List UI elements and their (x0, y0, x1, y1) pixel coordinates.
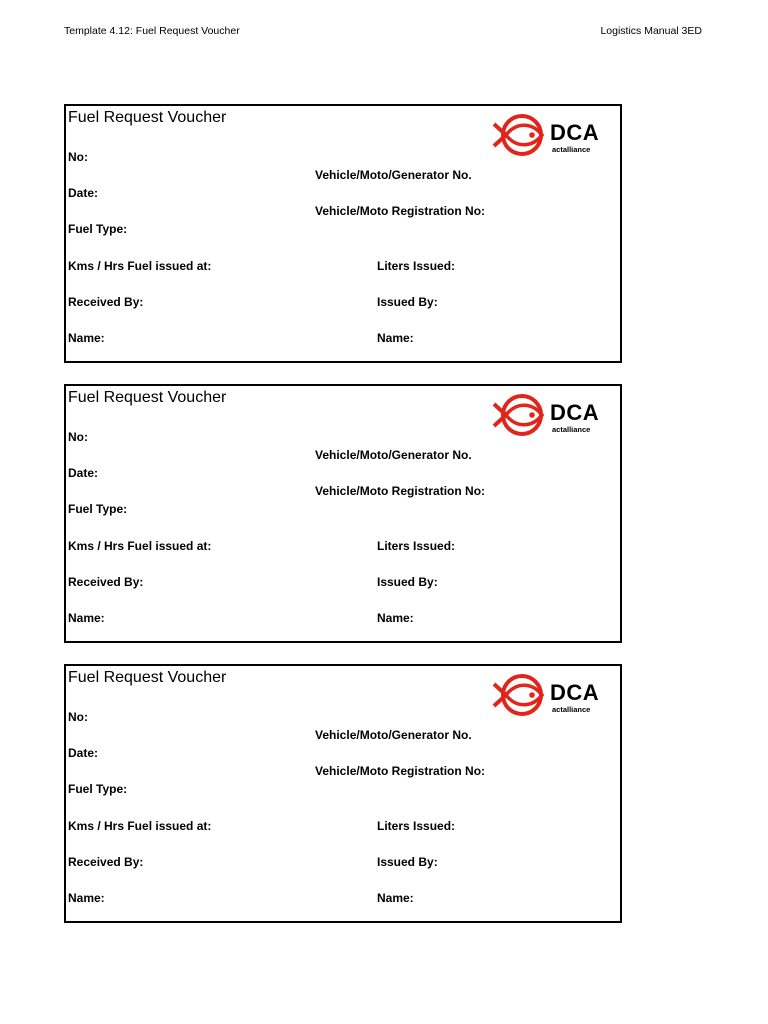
header-template-title: Template 4.12: Fuel Request Voucher (64, 25, 240, 37)
voucher-no-label: No: (68, 710, 88, 724)
date-label: Date: (68, 746, 99, 760)
voucher-title: Fuel Request Voucher (68, 389, 227, 406)
kms-hrs-label: Kms / Hrs Fuel issued at: (68, 539, 212, 553)
liters-issued-label: Liters Issued: (377, 259, 456, 273)
received-by-label: Received By: (68, 295, 144, 309)
kms-hrs-label: Kms / Hrs Fuel issued at: (68, 819, 212, 833)
receiver-name-label: Name: (68, 331, 105, 345)
issued-by-label: Issued By: (377, 295, 438, 309)
registration-label: Vehicle/Moto Registration No: (315, 204, 486, 218)
logo-wordmark: DCA (550, 120, 600, 145)
issuer-name-label: Name: (377, 891, 414, 905)
date-label: Date: (68, 186, 99, 200)
header-manual-name: Logistics Manual 3ED (600, 25, 702, 37)
fuel-type-label: Fuel Type: (68, 502, 128, 516)
received-by-label: Received By: (68, 575, 144, 589)
issuer-name-label: Name: (377, 611, 414, 625)
fuel-type-label: Fuel Type: (68, 222, 128, 236)
liters-issued-label: Liters Issued: (377, 539, 456, 553)
fish-logo-icon (492, 112, 548, 160)
logo-wordmark: DCA (550, 680, 600, 705)
registration-label: Vehicle/Moto Registration No: (315, 484, 486, 498)
logo-subtext: actalliance (552, 145, 591, 154)
fish-logo-icon (492, 672, 548, 720)
date-label: Date: (68, 466, 99, 480)
registration-label: Vehicle/Moto Registration No: (315, 764, 486, 778)
received-by-label: Received By: (68, 855, 144, 869)
fuel-request-voucher (64, 664, 622, 923)
voucher-no-label: No: (68, 430, 88, 444)
vehicle-no-label: Vehicle/Moto/Generator No. (315, 728, 472, 742)
issued-by-label: Issued By: (377, 575, 438, 589)
dca-logo (492, 392, 604, 440)
logo-subtext: actalliance (552, 425, 591, 434)
vehicle-no-label: Vehicle/Moto/Generator No. (315, 168, 472, 182)
vehicle-no-label: Vehicle/Moto/Generator No. (315, 448, 472, 462)
voucher-no-label: No: (68, 150, 88, 164)
voucher-title: Fuel Request Voucher (68, 109, 227, 126)
liters-issued-label: Liters Issued: (377, 819, 456, 833)
kms-hrs-label: Kms / Hrs Fuel issued at: (68, 259, 212, 273)
receiver-name-label: Name: (68, 611, 105, 625)
receiver-name-label: Name: (68, 891, 105, 905)
voucher-title: Fuel Request Voucher (68, 669, 227, 686)
fuel-type-label: Fuel Type: (68, 782, 128, 796)
dca-logo (492, 672, 604, 720)
issuer-name-label: Name: (377, 331, 414, 345)
logo-wordmark: DCA (550, 400, 600, 425)
logo-subtext: actalliance (552, 705, 591, 714)
fuel-request-voucher (64, 384, 622, 643)
issued-by-label: Issued By: (377, 855, 438, 869)
fuel-request-voucher (64, 104, 622, 363)
fish-logo-icon (492, 392, 548, 440)
dca-logo (492, 112, 604, 160)
